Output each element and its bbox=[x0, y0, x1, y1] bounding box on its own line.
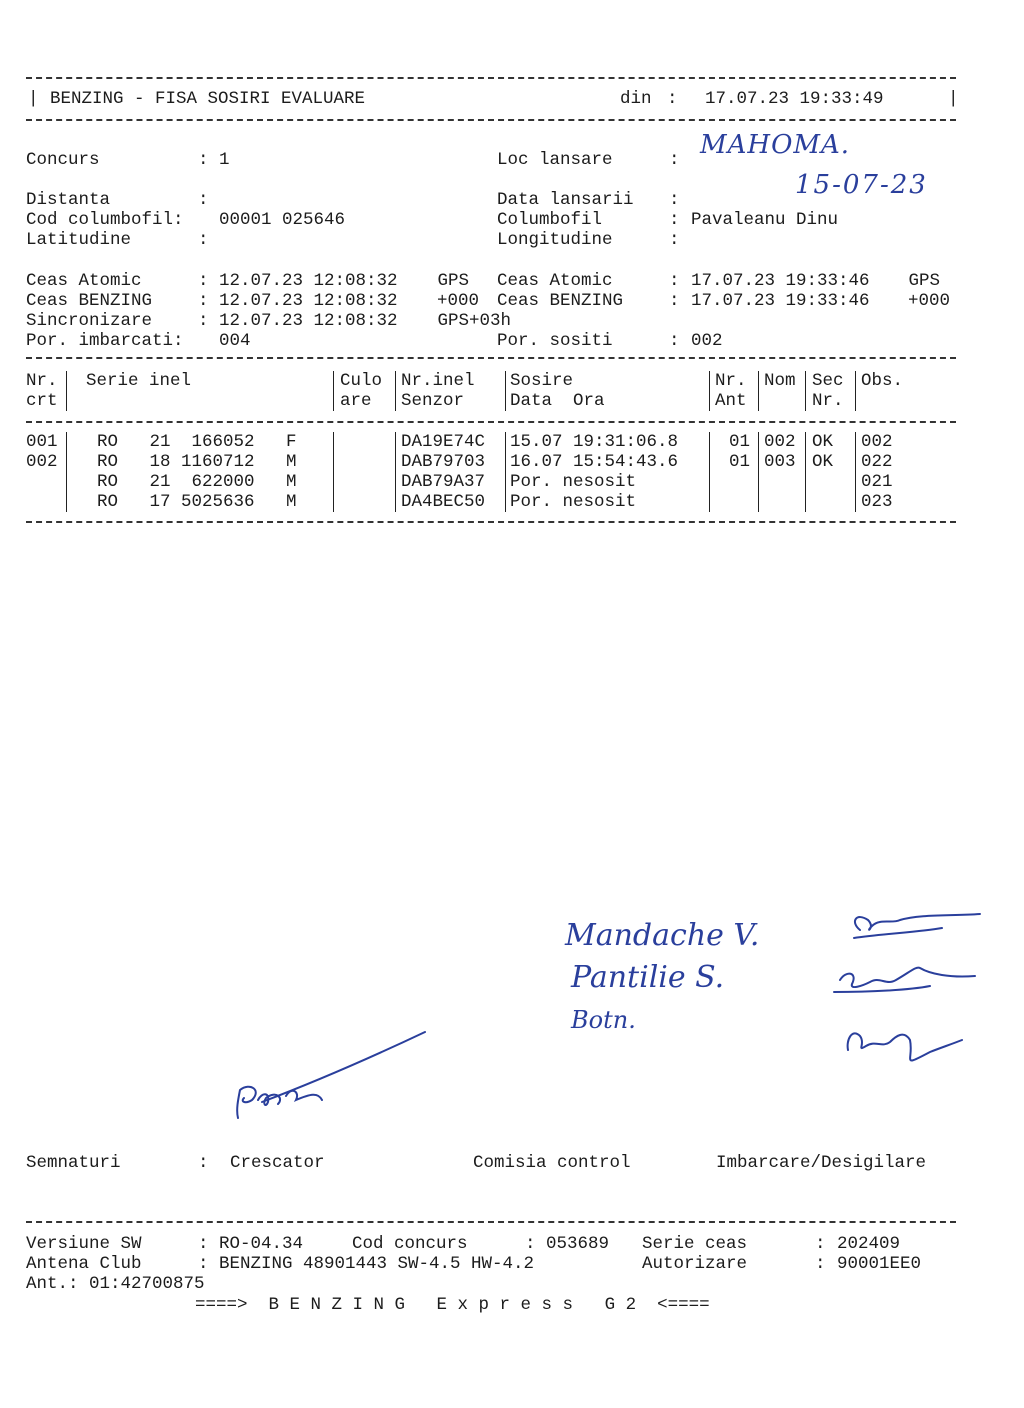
ceas-benzing-label-2: Ceas BENZING bbox=[497, 291, 624, 311]
cell-sec: OK bbox=[812, 432, 834, 452]
imbarcare-label: Imbarcare/Desigilare bbox=[716, 1153, 927, 1173]
semnaturi-colon: : bbox=[198, 1153, 209, 1173]
crescator-label: Crescator bbox=[230, 1153, 325, 1173]
por-sositi-label: Por. sositi bbox=[497, 331, 613, 351]
cell-nr: 001 bbox=[26, 432, 58, 452]
ceas-benzing-colon: : bbox=[198, 291, 209, 311]
autorizare-value: 90001EE0 bbox=[837, 1254, 922, 1274]
data-lansarii-colon: : bbox=[669, 190, 680, 210]
cell-serie: RO 21 622000 M bbox=[97, 472, 297, 492]
concurs-value: 1 bbox=[219, 150, 230, 170]
handwritten-data-lansarii: 15-07-23 bbox=[795, 170, 928, 200]
ceas-atomic-label-2: Ceas Atomic bbox=[497, 271, 613, 291]
por-sositi-colon: : bbox=[669, 331, 680, 351]
longitudine-label: Longitudine bbox=[497, 230, 613, 250]
cod-columbofil-label: Cod columbofil: bbox=[26, 210, 184, 230]
serie-ceas-label: Serie ceas bbox=[642, 1234, 748, 1254]
cell-serie: RO 18 1160712 M bbox=[97, 452, 297, 472]
cell-obs: 002 bbox=[861, 432, 893, 452]
cell-obs: 021 bbox=[861, 472, 893, 492]
cod-concurs-label: Cod concurs bbox=[352, 1234, 468, 1254]
cell-sosire: 15.07 19:31:06.8 bbox=[510, 432, 679, 452]
cell-sec: OK bbox=[812, 452, 834, 472]
cell-ant: 01 bbox=[729, 452, 751, 472]
antena-label: Antena Club bbox=[26, 1254, 142, 1274]
loc-lansare-colon: : bbox=[669, 150, 680, 170]
cell-sosire: 16.07 15:54:43.6 bbox=[510, 452, 679, 472]
ceas-benzing-label: Ceas BENZING bbox=[26, 291, 153, 311]
handwritten-loc-lansare: MAHOMA. bbox=[700, 130, 851, 160]
header-din-value: 17.07.23 19:33:49 bbox=[705, 89, 884, 109]
cell-serie: RO 17 5025636 M bbox=[97, 492, 297, 512]
ceas-atomic-suffix: GPS bbox=[427, 271, 470, 291]
th-serie: Serie inel bbox=[86, 371, 192, 391]
columbofil-label: Columbofil bbox=[497, 210, 603, 230]
ceas-atomic-label: Ceas Atomic bbox=[26, 271, 142, 291]
report-title: BENZING - FISA SOSIRI EVALUARE bbox=[50, 89, 366, 109]
ceas-benzing-suffix: +000 bbox=[437, 291, 480, 311]
cell-nom: 003 bbox=[764, 452, 796, 472]
por-sositi-value: 002 bbox=[691, 331, 723, 351]
versiune-value: RO-04.34 bbox=[219, 1234, 304, 1254]
longitudine-colon: : bbox=[669, 230, 680, 250]
footer-rule bbox=[26, 1221, 956, 1223]
header-right-bar: | bbox=[948, 89, 959, 109]
cell-nr: 002 bbox=[26, 452, 58, 472]
distanta-colon: : bbox=[198, 190, 209, 210]
header-din-label: din bbox=[620, 89, 652, 109]
th-culo-sub: are bbox=[340, 391, 372, 411]
th-sosire: Sosire bbox=[510, 371, 574, 391]
ceas-atomic-value-2: 17.07.23 19:33:46 bbox=[691, 271, 870, 291]
ceas-benzing-value-2: 17.07.23 19:33:46 bbox=[691, 291, 870, 311]
antena-colon: : bbox=[198, 1254, 209, 1274]
por-imbarcati-label: Por. imbarcati: bbox=[26, 331, 184, 351]
th-culo: Culo bbox=[340, 371, 383, 391]
serie-ceas-value: 202409 bbox=[837, 1234, 901, 1254]
cell-obs: 022 bbox=[861, 452, 893, 472]
cod-columbofil-value: 00001 025646 bbox=[219, 210, 346, 230]
cell-obs: 023 bbox=[861, 492, 893, 512]
cell-nrinel: DAB79703 bbox=[401, 452, 486, 472]
cod-concurs-colon: : bbox=[525, 1234, 536, 1254]
cell-nrinel: DA4BEC50 bbox=[401, 492, 486, 512]
serie-ceas-colon: : bbox=[815, 1234, 826, 1254]
header-colon: : bbox=[667, 89, 678, 109]
header-left-bar: | bbox=[28, 89, 39, 109]
autorizare-colon: : bbox=[815, 1254, 826, 1274]
loc-lansare-label: Loc lansare bbox=[497, 150, 613, 170]
sincronizare-label: Sincronizare bbox=[26, 311, 153, 331]
ceas-atomic-colon: : bbox=[198, 271, 209, 291]
versiune-label: Versiune SW bbox=[26, 1234, 142, 1254]
ceas-benzing-colon-2: : bbox=[669, 291, 680, 311]
th-nr-ant: Nr. bbox=[715, 371, 747, 391]
cell-sosire: Por. nesosit bbox=[510, 472, 637, 492]
cell-nom: 002 bbox=[764, 432, 796, 452]
concurs-colon: : bbox=[198, 150, 209, 170]
semnaturi-label: Semnaturi bbox=[26, 1153, 121, 1173]
data-lansarii-label: Data lansarii bbox=[497, 190, 634, 210]
th-sec-sub: Nr. bbox=[812, 391, 844, 411]
ceas-benzing-suffix-2: +000 bbox=[908, 291, 951, 311]
distanta-label: Distanta bbox=[26, 190, 111, 210]
sincronizare-colon: : bbox=[198, 311, 209, 331]
th-nom: Nom bbox=[764, 371, 796, 391]
versiune-colon: : bbox=[198, 1234, 209, 1254]
sincronizare-suffix: GPS+03h bbox=[427, 311, 512, 331]
th-obs: Obs. bbox=[861, 371, 904, 391]
latitudine-colon: : bbox=[198, 230, 209, 250]
hand-name-2: Pantilie S. bbox=[571, 960, 725, 995]
ceas-atomic-suffix-2: GPS bbox=[898, 271, 941, 291]
th-nrinel-sub: Senzor bbox=[401, 391, 465, 411]
th-ant-sub: Ant bbox=[715, 391, 747, 411]
cod-concurs-value: 053689 bbox=[546, 1234, 610, 1254]
cell-sosire: Por. nesosit bbox=[510, 492, 637, 512]
th-nrinel: Nr.inel bbox=[401, 371, 475, 391]
por-imbarcati-value: 004 bbox=[219, 331, 251, 351]
concurs-label: Concurs bbox=[26, 150, 100, 170]
ceas-atomic-value: 12.07.23 12:08:32 bbox=[219, 271, 398, 291]
brand-line: ====> B E N Z I N G E x p r e s s G 2 <==== bbox=[195, 1295, 710, 1315]
th-sosire-sub: Data Ora bbox=[510, 391, 605, 411]
comisia-label: Comisia control bbox=[473, 1153, 631, 1173]
cell-serie: RO 21 166052 F bbox=[97, 432, 297, 452]
cell-nrinel: DAB79A37 bbox=[401, 472, 486, 492]
columbofil-value: Pavaleanu Dinu bbox=[691, 210, 839, 230]
th-nr: Nr. bbox=[26, 371, 58, 391]
cell-nrinel: DA19E74C bbox=[401, 432, 486, 452]
columbofil-colon: : bbox=[669, 210, 680, 230]
sincronizare-value: 12.07.23 12:08:32 bbox=[219, 311, 398, 331]
th-sec: Sec bbox=[812, 371, 844, 391]
antena-value: BENZING 48901443 SW-4.5 HW-4.2 bbox=[219, 1254, 535, 1274]
hand-name-3: Botn. bbox=[571, 1006, 636, 1034]
ant-line: Ant.: 01:42700875 bbox=[26, 1274, 205, 1294]
hand-name-1: Mandache V. bbox=[565, 918, 760, 953]
th-nr-sub: crt bbox=[26, 391, 58, 411]
cell-ant: 01 bbox=[729, 432, 751, 452]
latitudine-label: Latitudine bbox=[26, 230, 132, 250]
ceas-atomic-colon-2: : bbox=[669, 271, 680, 291]
ceas-benzing-value: 12.07.23 12:08:32 bbox=[219, 291, 398, 311]
autorizare-label: Autorizare bbox=[642, 1254, 748, 1274]
